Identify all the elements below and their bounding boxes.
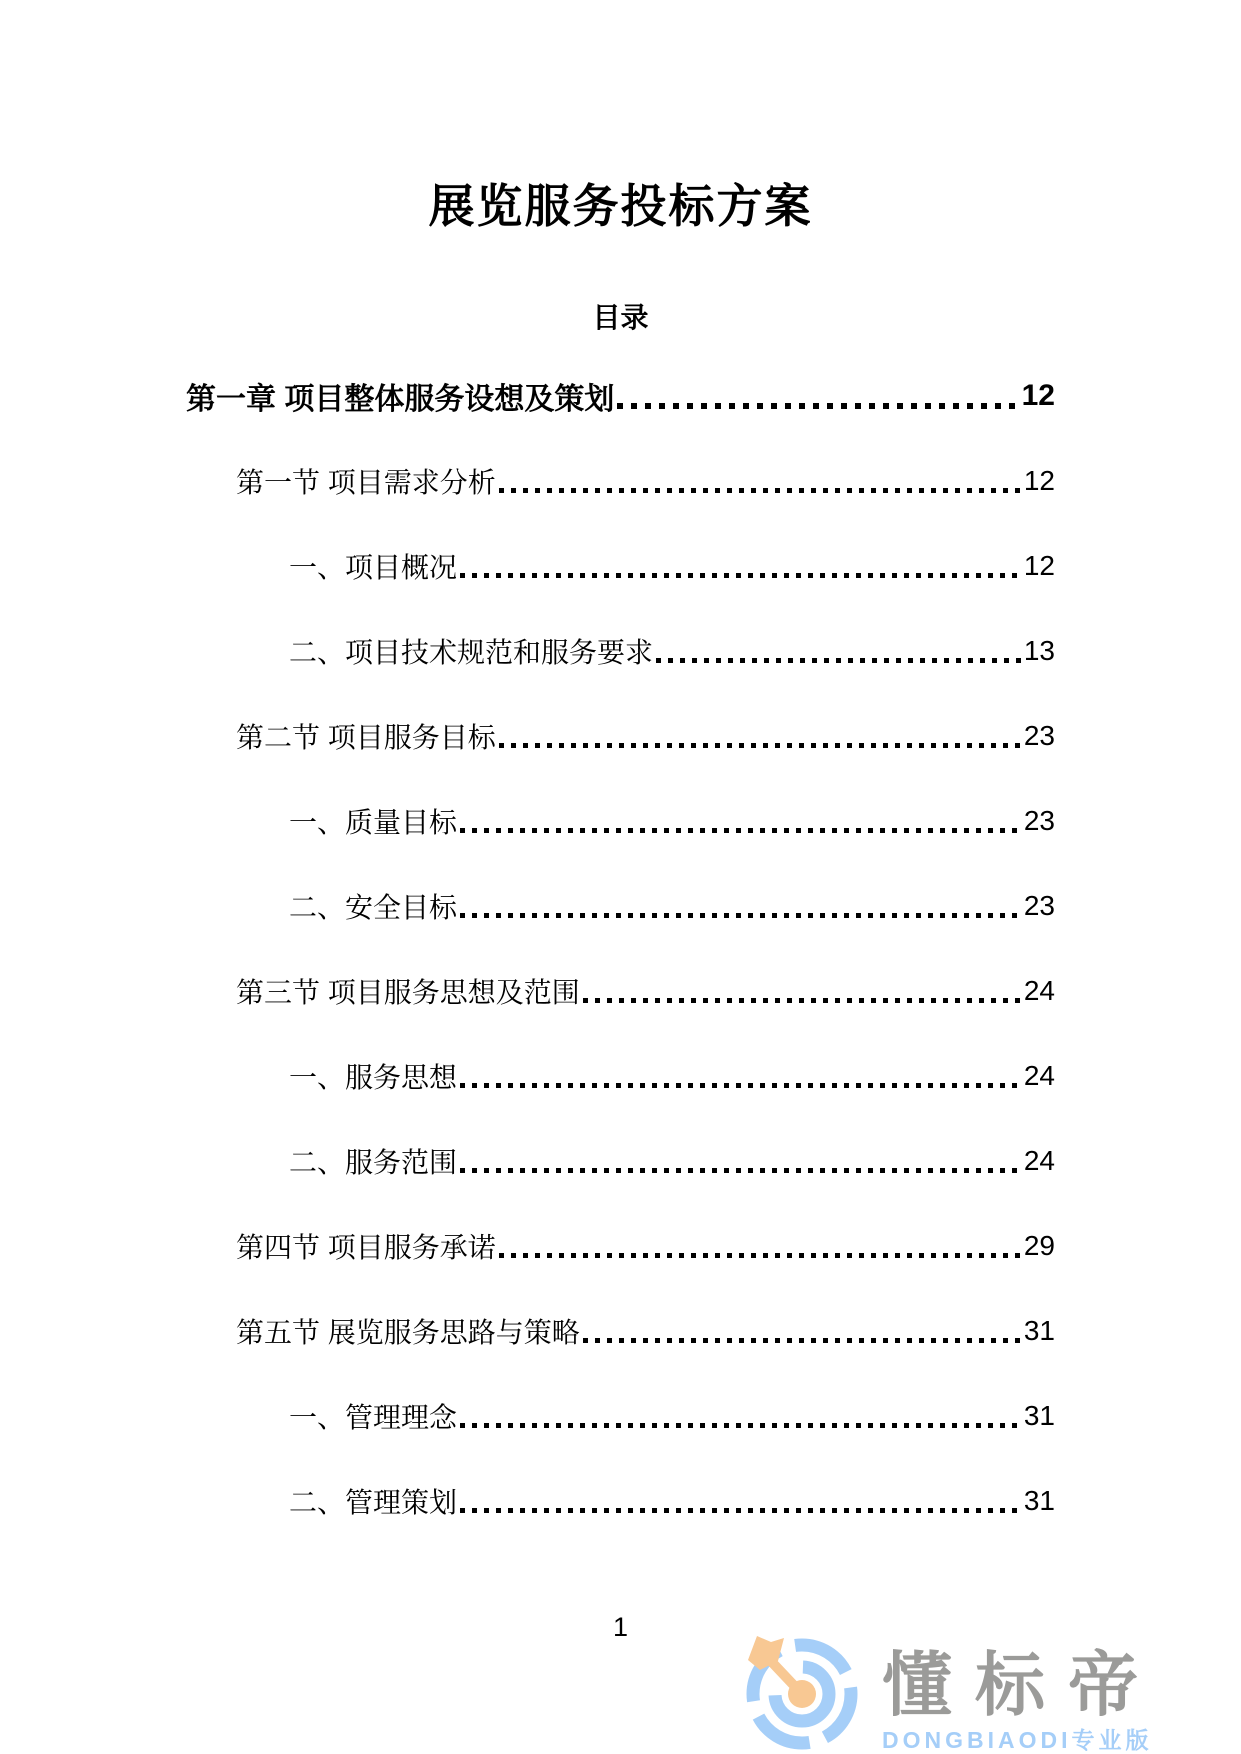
toc-row (186, 1033, 1055, 1118)
toc-dot-leader (499, 488, 1021, 493)
toc-entry-label: 二、管理策划 (289, 1486, 458, 1518)
toc-row (186, 863, 1055, 948)
toc-entry-label: 一、管理理念 (289, 1401, 458, 1433)
toc-entry-page: 24 (1023, 1059, 1055, 1091)
toc-row (186, 438, 1055, 523)
toc-entry-page: 31 (1023, 1484, 1055, 1516)
toc-dot-leader (460, 573, 1021, 578)
document-title: 展览服务投标方案 (428, 180, 813, 232)
toc-entry-page: 23 (1023, 889, 1055, 921)
toc-dot-leader (460, 913, 1021, 918)
toc-dot-leader (460, 1168, 1021, 1173)
toc-heading: 目录 (592, 302, 649, 333)
toc-entry-page: 31 (1023, 1314, 1055, 1346)
toc-dot-leader (460, 1423, 1021, 1428)
toc-entry-page: 24 (1023, 1144, 1055, 1176)
toc-row (186, 778, 1055, 863)
toc-row (186, 1118, 1055, 1203)
toc-dot-leader (656, 658, 1021, 663)
toc-entry-label: 二、服务范围 (289, 1146, 458, 1178)
toc-row (186, 1203, 1055, 1288)
toc-entry-page: 24 (1023, 974, 1055, 1006)
toc-entry-page: 13 (1023, 634, 1055, 666)
toc-entry-page: 12 (1023, 464, 1055, 496)
toc-row (186, 1373, 1055, 1458)
toc-dot-leader (617, 403, 1018, 409)
toc-row (186, 1288, 1055, 1373)
toc-dot-leader (460, 1508, 1021, 1513)
toc-entry-page: 31 (1023, 1399, 1055, 1431)
toc-entry-page: 29 (1023, 1229, 1055, 1261)
toc-dot-leader (499, 743, 1021, 748)
watermark-brand-subtitle: DONGBIAODI专业版 (882, 1727, 1153, 1753)
toc-entry-page: 12 (1021, 378, 1055, 412)
toc-row (186, 1458, 1055, 1543)
toc-entry-label: 第三节 项目服务思想及范围 (236, 976, 580, 1008)
toc-entry-label: 第一节 项目需求分析 (236, 466, 496, 498)
toc-entry-label: 一、项目概况 (289, 551, 458, 583)
toc-entry-label: 第二节 项目服务目标 (236, 721, 496, 753)
toc-entry-page: 23 (1023, 804, 1055, 836)
toc-entry-label: 第五节 展览服务思路与策略 (236, 1316, 580, 1348)
watermark-brand-name: 懂标帝 (882, 1646, 1161, 1724)
toc-entry-label: 二、项目技术规范和服务要求 (289, 636, 654, 668)
watermark (740, 1630, 1161, 1754)
toc-list (0, 353, 1241, 1543)
toc-dot-leader (460, 828, 1021, 833)
toc-dot-leader (499, 1253, 1021, 1258)
toc-row (186, 523, 1055, 608)
toc-dot-leader (583, 1338, 1021, 1343)
toc-entry-label: 一、质量目标 (289, 806, 458, 838)
toc-row (186, 948, 1055, 1033)
toc-entry-label: 一、服务思想 (289, 1061, 458, 1093)
toc-dot-leader (583, 998, 1021, 1003)
toc-entry-page: 23 (1023, 719, 1055, 751)
toc-row (186, 608, 1055, 693)
toc-entry-label: 第四节 项目服务承诺 (236, 1231, 496, 1263)
watermark-text (882, 1630, 1161, 1753)
toc-row (186, 693, 1055, 778)
toc-row (186, 353, 1055, 438)
target-dart-icon (740, 1630, 858, 1754)
toc-entry-page: 12 (1023, 549, 1055, 581)
toc-entry-label: 二、安全目标 (289, 891, 458, 923)
page-number: 1 (612, 1612, 629, 1642)
toc-entry-label: 第一章 项目整体服务设想及策划 (186, 382, 615, 416)
toc-dot-leader (460, 1083, 1021, 1088)
